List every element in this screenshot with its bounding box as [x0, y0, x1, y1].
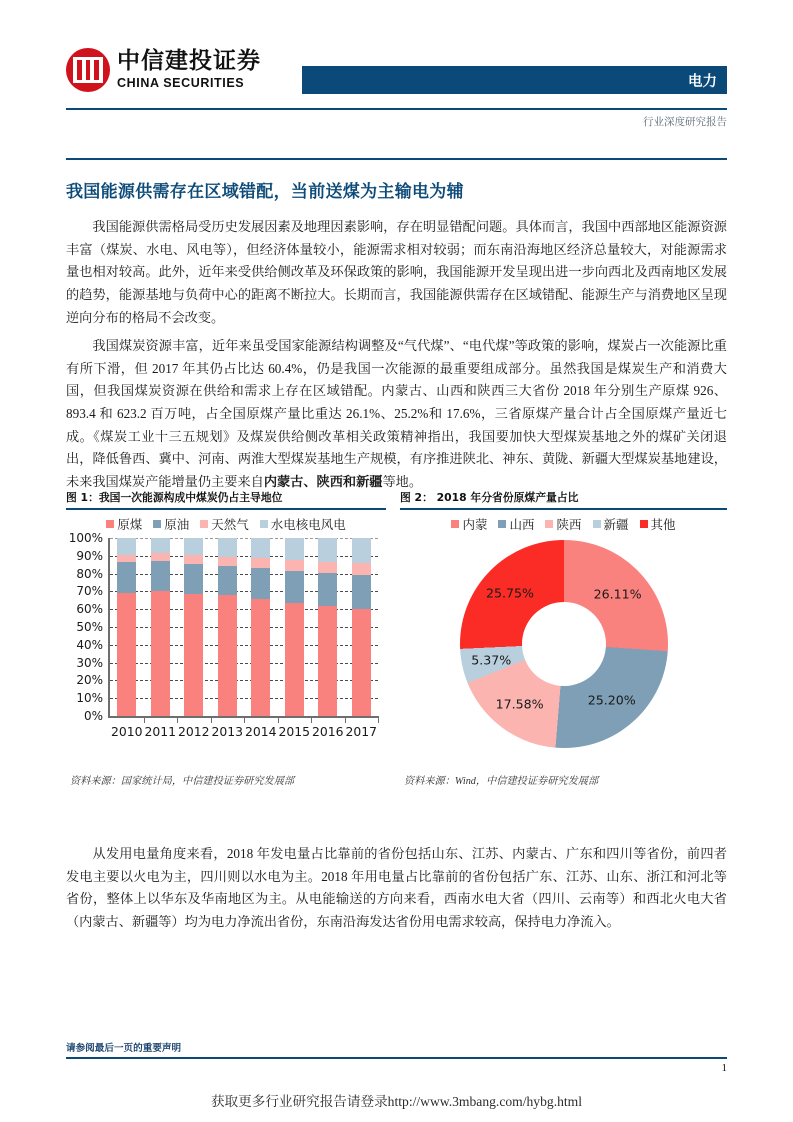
chart-1-bar-segment: [352, 609, 371, 717]
chart-1-bar-stack: [117, 538, 136, 716]
chart-1-y-tick-label: 80%: [76, 566, 103, 581]
chart-1-bar-segment: [218, 595, 237, 716]
legend-swatch-icon: [260, 520, 268, 528]
figure-1-caption: 图 1：我国一次能源构成中煤炭仍占主导地位: [66, 491, 283, 504]
chart-1-bar-segment: [251, 538, 270, 558]
chart-2-donut-hole: [522, 602, 606, 686]
chart-1-legend-item: [106, 515, 142, 533]
chart-1-bar-column: [311, 538, 345, 716]
chart-1-x-tick-label: 2011: [144, 724, 177, 739]
chart-1-x-tick: [144, 716, 145, 723]
chart-1-x-tick: [278, 716, 279, 723]
chart-1-bar-segment: [184, 538, 203, 555]
chart-1-y-tick-label: 70%: [76, 584, 103, 599]
chart-1-bar-stack: [318, 538, 337, 716]
chart-1-x-tick-label: 2015: [278, 724, 311, 739]
chart-1-bar-segment: [318, 538, 337, 562]
figure-1-chart: [66, 514, 386, 764]
chart-1-bar-segment: [251, 568, 270, 598]
chart-1-y-tick-label: 50%: [76, 620, 103, 634]
chart-1-y-tick-label: 90%: [76, 548, 103, 563]
legend-swatch-icon: [451, 520, 459, 528]
chart-1-bar-segment: [184, 564, 203, 594]
body-paragraph-1: 我国能源供需格局受历史发展因素及地理因素影响，存在明显错配问题。具体而言，我国中西部地区能源资源丰富（煤炭、水电、风电等），但经济体量较小，能源需求相对较弱；而东南沿海地区经济总量较大，对能源需求量也相对较高。此外，近年来受供给侧改革及环保政策的影响，我国能源开发呈现出进一步向西北及西南地区发展的趋势，能源基地与负荷中心的距离不断拉大。长期而言，我国能源供需存在区域错配、能源生产与消费地区呈现逆向分布的格局不会改变。: [66, 219, 727, 325]
chart-1-legend-label: 原煤: [117, 517, 143, 532]
chart-2-slice-label: 17.58%: [495, 696, 544, 712]
chart-2-legend-label: 其他: [650, 517, 676, 532]
report-type-label: 行业深度研究报告: [643, 117, 727, 128]
chart-1-y-tick-label: 40%: [76, 637, 103, 652]
chart-1-y-axis-line: [108, 538, 110, 716]
chart-1-bar-segment: [218, 566, 237, 595]
chart-1-bar-segment: [318, 573, 337, 606]
chart-1-bar-segment: [117, 538, 136, 555]
chart-1-bar-segment: [352, 563, 371, 575]
legend-swatch-icon: [200, 520, 208, 528]
source-website-line: 获取更多行业研究报告请登录http://www.3mbang.com/hybg.html: [210, 1094, 583, 1109]
chart-1-x-tick: [311, 716, 312, 723]
company-logo: [66, 48, 261, 92]
chart-1-bar-stack: [352, 538, 371, 716]
paragraph-2-emphasis: 内蒙古、陕西和新疆: [263, 473, 383, 489]
chart-1-bar-stack: [285, 538, 304, 716]
chart-1-legend-label: 水电核电风电: [270, 517, 346, 532]
chart-1-legend-label: 天然气: [211, 517, 249, 532]
chart-2-plot: [400, 538, 727, 753]
chart-1-bar-segment: [151, 561, 170, 591]
logo-company-name-cn: 中信建投证券: [117, 48, 261, 75]
chart-1-y-tick-label: 0%: [83, 709, 103, 723]
chart-1-bar-segment: [117, 593, 136, 716]
figure-2-source: 资料来源：Wind，中信建投证券研究发展部: [404, 776, 599, 787]
page-header: [66, 44, 727, 106]
chart-2-legend-label: 新疆: [603, 517, 629, 532]
chart-1-y-tick-label: 20%: [76, 673, 103, 688]
chart-1-x-tick-label: 2010: [110, 724, 143, 739]
chart-2-legend-label: 山西: [509, 517, 535, 532]
figure-1-source: 资料来源：国家统计局，中信建投证券研究发展部: [70, 776, 295, 787]
chart-2-slice-label: 25.75%: [485, 585, 534, 601]
chart-2-slice-label: 25.20%: [587, 692, 636, 708]
chart-1-x-tick: [177, 716, 178, 723]
chart-1-bar-stack: [251, 538, 270, 716]
chart-1-bar-column: [244, 538, 278, 716]
page-number: 1: [721, 1062, 727, 1074]
chart-2-slice-label: 5.37%: [471, 652, 512, 668]
chart-1-x-tick: [345, 716, 346, 723]
chart-1-bar-segment: [184, 555, 203, 564]
chart-1-bar-segment: [285, 538, 304, 560]
chart-1-bar-column: [177, 538, 211, 716]
chart-1-x-tick-label: 2017: [345, 724, 378, 739]
csc-logo-icon: [66, 48, 110, 92]
chart-1-x-tick: [244, 716, 245, 723]
chart-1-x-tick: [211, 716, 212, 723]
chart-1-x-axis-line: [108, 716, 378, 718]
footer-disclaimer: 请参阅最后一页的重要声明: [66, 1043, 182, 1054]
chart-1-bar-segment: [251, 599, 270, 716]
chart-1-bar-segment: [218, 538, 237, 557]
chart-1-bar-column: [278, 538, 312, 716]
header-divider: [66, 108, 727, 110]
chart-1-legend-label: 原油: [164, 517, 190, 532]
chart-1-bar-column: [211, 538, 245, 716]
chart-1-bar-column: [110, 538, 144, 716]
figure-2-chart: [400, 514, 727, 764]
chart-1-bar-column: [345, 538, 379, 716]
chart-1-legend: [66, 514, 386, 534]
chart-1-y-tick-label: 30%: [76, 655, 103, 670]
paragraph-2-text-b: 等地。: [382, 473, 423, 489]
chart-1-x-tick-label: 2016: [311, 724, 344, 739]
legend-swatch-icon: [545, 520, 553, 528]
chart-1-y-axis: [66, 531, 106, 723]
legend-swatch-icon: [153, 520, 161, 528]
chart-1-plot-area: [110, 538, 378, 716]
chart-1-bar-segment: [151, 591, 170, 716]
chart-1-legend-item: [153, 515, 189, 533]
chart-1-bar-segment: [352, 575, 371, 608]
chart-2-legend-item: [545, 515, 581, 533]
legend-swatch-icon: [498, 520, 506, 528]
chart-1-y-tick-label: 10%: [76, 691, 103, 706]
chart-1-bar-stack: [151, 538, 170, 716]
chart-1-bar-segment: [285, 571, 304, 603]
page-title: 我国能源供需存在区域错配，当前送煤为主输电为辅: [66, 182, 464, 203]
chart-1-bar-segment: [285, 603, 304, 716]
chart-1-x-tick-label: 2014: [244, 724, 277, 739]
chart-2-legend-item: [593, 515, 629, 533]
chart-2-legend-item: [498, 515, 534, 533]
figure-1-divider: [66, 508, 386, 510]
chart-1-bar-segment: [184, 594, 203, 716]
chart-1-bar-segment: [151, 553, 170, 561]
chart-1-bar-segment: [352, 538, 371, 563]
legend-swatch-icon: [593, 520, 601, 528]
chart-1-y-tick-label: 100%: [68, 531, 103, 545]
chart-1-bar-segment: [285, 560, 304, 571]
chart-1-x-axis-labels: [110, 724, 378, 739]
legend-swatch-icon: [106, 520, 114, 528]
sector-banner-title: 电力: [688, 73, 717, 90]
chart-2-legend: [400, 514, 727, 534]
figure-2-caption: 图 2： 2018 年分省份原煤产量占比: [400, 491, 579, 504]
logo-text: [117, 50, 261, 90]
chart-1-legend-item: [260, 515, 346, 533]
chart-1-bar-segment: [318, 606, 337, 716]
chart-1-bar-segment: [151, 538, 170, 553]
chart-2-legend-label: 陕西: [556, 517, 582, 532]
body-paragraph-2: [66, 335, 727, 493]
logo-company-name-en: CHINA SECURITIES: [117, 76, 245, 91]
figure-2-divider: [400, 508, 727, 510]
sector-banner: [302, 66, 727, 94]
paragraph-2-text-a: 我国煤炭资源丰富，近年来虽受国家能源结构调整及“气代煤”、“电代煤”等政策的影响，煤炭占一次能源比重有所下滑，但 2017 年其仍占比达 60.4%，仍是我国一次能源的最重要组成部分。虽然我国是煤炭生产和消费大国，但我国煤炭资源在供给和需求上存在区域错配。内蒙古、山西和陕西三大省份 2018 年分别生产原煤 926、893.4 和 623.2 百万吨，占全国原煤产量比重达 26.1%、25.2%和 17.6%，三省原煤产量合计占全国原煤产量近七成。《煤炭工业十三五规划》及煤炭供给侧改革相关政策精神指出，我国要加快大型煤炭基地之外的煤矿关闭退出，降低鲁西、冀中、河南、两淮大型煤炭基地生产规模，有序推进陕北、神东、黄陇、新疆大型煤炭基地建设，未来我国煤炭产能增量仍主要来自: [66, 338, 727, 489]
chart-2-legend-item: [640, 515, 676, 533]
footer-divider: [66, 1057, 727, 1059]
legend-swatch-icon: [640, 520, 648, 528]
chart-1-bar-stack: [184, 538, 203, 716]
chart-1-bar-segment: [251, 558, 270, 568]
chart-1-bar-stack: [218, 538, 237, 716]
chart-1-bar-segment: [318, 562, 337, 573]
chart-2-legend-item: [451, 515, 487, 533]
body-paragraph-3: 从发用电量角度来看，2018 年发电量占比靠前的省份包括山东、江苏、内蒙古、广东和四川等省份，前四者发电主要以火电为主，四川则以水电为主。2018 年用电量占比靠前的省份包括广东、江苏、山东、浙江和河北等省份，整体上以华东及华南地区为主。从电能输送的方向来看，西南水电大省（四川、云南等）和西北火电大省（内蒙古、新疆等）均为电力净流出省份，东南沿海发达省份用电需求较高，保持电力净流入。: [66, 846, 727, 929]
section-divider: [66, 158, 727, 160]
chart-1-bars: [110, 538, 378, 716]
chart-1-bar-segment: [218, 557, 237, 566]
chart-1-x-tick: [378, 716, 379, 723]
chart-1-plot: [66, 531, 386, 739]
chart-1-legend-item: [200, 515, 249, 533]
chart-2-slice-label: 26.11%: [593, 586, 642, 602]
chart-2-donut: [460, 540, 668, 748]
chart-1-x-tick-label: 2012: [177, 724, 210, 739]
chart-1-y-tick-label: 60%: [76, 602, 103, 617]
chart-1-bar-segment: [117, 555, 136, 562]
chart-1-bar-column: [144, 538, 178, 716]
chart-1-x-tick-label: 2013: [211, 724, 244, 739]
chart-2-legend-label: 内蒙: [462, 517, 488, 532]
chart-1-bar-segment: [117, 562, 136, 593]
